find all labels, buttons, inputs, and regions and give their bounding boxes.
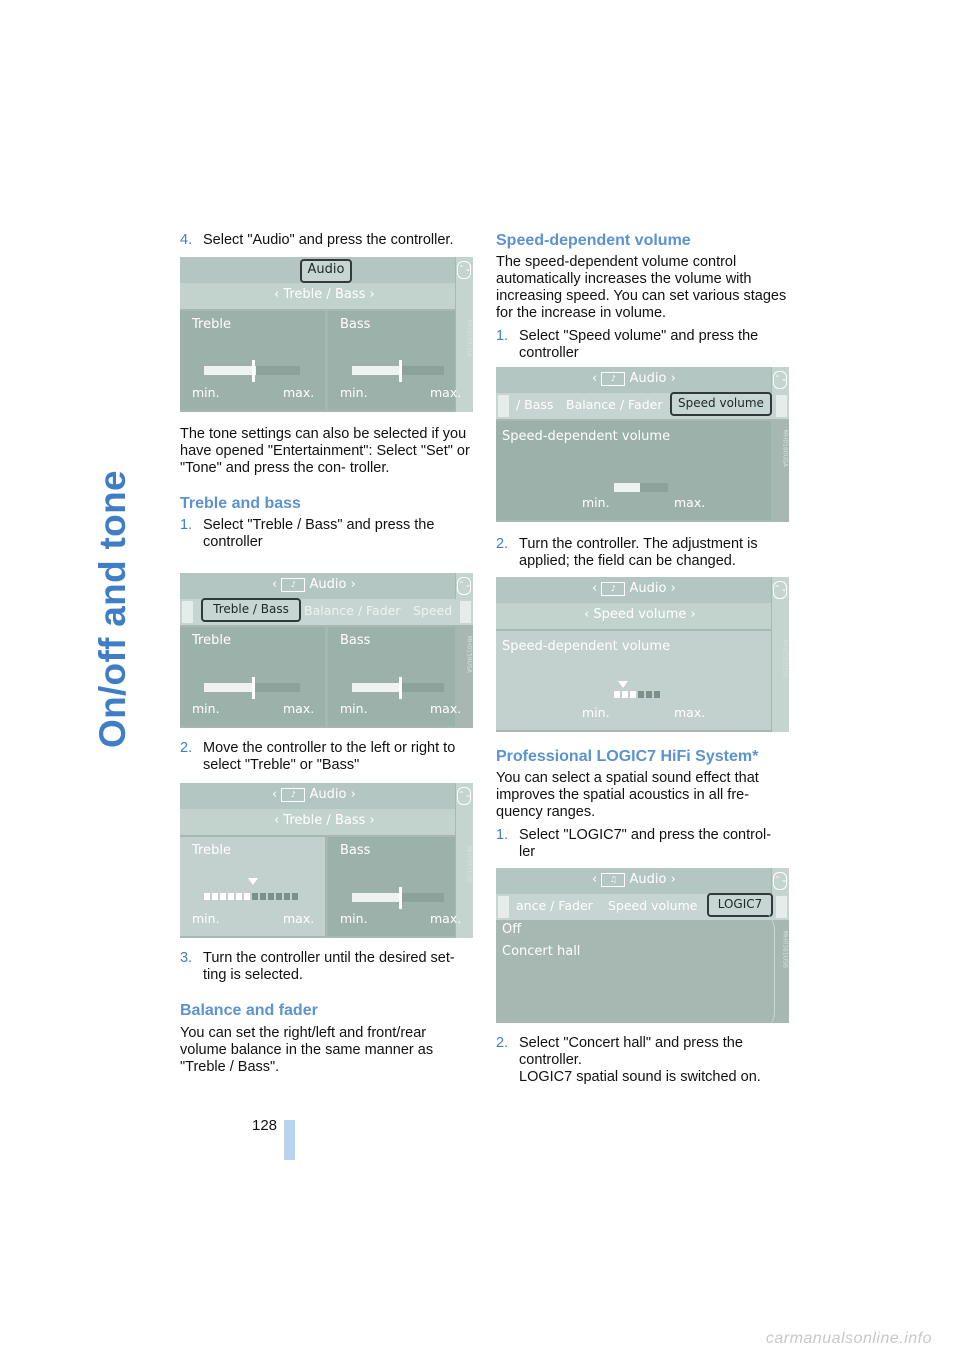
treble-marker [252, 677, 255, 699]
left-text-2 [180, 426, 476, 551]
step-1 [496, 328, 790, 362]
logic7-paragraph: You can select a spatial sound effect that improves the spatial acoustics in all fre- quency ranges. [496, 770, 759, 820]
min-label: min. [192, 911, 220, 926]
max-label: max. [674, 705, 706, 720]
image-code: MH0561USB [465, 845, 472, 883]
step-number: 1. [496, 827, 509, 843]
step-text: Select "Concert hall" and press the controller. [519, 1035, 743, 1068]
side-title-text: On/off and tone [92, 470, 133, 748]
min-label: min. [340, 385, 368, 400]
left-column [180, 232, 476, 249]
step-number: 3. [180, 950, 193, 966]
step-number: 4. [180, 232, 193, 248]
screen-speed-volume-tabs [496, 367, 789, 522]
subtitle-text: Speed volume [593, 607, 687, 622]
step-text: Turn the controller. The adjustment is applied; the field can be changed. [519, 536, 758, 569]
heading-logic7: Professional LOGIC7 HiFi System* [496, 748, 759, 765]
menu-item-concert-hall[interactable]: Concert hall [502, 944, 581, 959]
screen-treble-selected [180, 783, 473, 938]
step-2 [496, 536, 790, 570]
heading-treble-bass: Treble and bass [180, 495, 301, 512]
subtitle[interactable]: ‹ Treble / Bass › [274, 813, 375, 828]
image-code: MH0159USA [465, 635, 472, 673]
title-text: Audio [629, 581, 667, 596]
max-label: max. [283, 385, 315, 400]
tab-left-arrow[interactable] [182, 601, 193, 623]
bass-slider[interactable] [352, 893, 444, 902]
audio-title-selected[interactable]: Audio [300, 259, 352, 283]
step-text: Select "Treble / Bass" and press the controller [203, 517, 435, 550]
scroll-icon: ⌃⌄ [457, 787, 471, 805]
subtitle[interactable]: ‹ Treble / Bass › [274, 287, 375, 302]
slider-segment [276, 893, 282, 900]
slider-segment [638, 691, 644, 698]
tab-right-arrow[interactable] [776, 896, 787, 918]
title-text: Audio [629, 872, 667, 887]
min-label: min. [192, 385, 220, 400]
slider-segment [204, 893, 210, 900]
step-text: Select "Audio" and press the controller. [203, 232, 454, 248]
treble-marker [252, 360, 255, 382]
step-2 [180, 740, 476, 774]
slider-segment [284, 893, 290, 900]
slider-segment [614, 691, 620, 698]
scroll-icon: ⌃⌄ [773, 581, 787, 599]
scroll-icon: ⌃⌄ [773, 371, 787, 389]
title-text: Audio [309, 577, 347, 592]
treble-label: Treble [192, 317, 231, 332]
slider-segment [630, 691, 636, 698]
slider-segment [228, 893, 234, 900]
speed-pointer-icon [618, 681, 628, 688]
speed-volume-label: Speed-dependent volume [502, 639, 671, 654]
step-text: Turn the controller until the desired set- ting is selected. [203, 950, 455, 983]
bass-marker [399, 677, 402, 699]
tab-left-arrow[interactable] [498, 896, 509, 918]
slider-segment [292, 893, 298, 900]
tab-balance-fader[interactable]: Balance / Fader [566, 397, 663, 412]
step-4 [180, 232, 476, 249]
audio-title[interactable]: ‹ ♪ Audio › [272, 577, 356, 592]
max-label: max. [674, 495, 706, 510]
min-label: min. [582, 705, 610, 720]
scroll-icon: ⌃⌄ [457, 577, 471, 595]
slider-segment [212, 893, 218, 900]
subtitle-text: Treble / Bass [283, 287, 366, 302]
scroll-icon: ⌃⌄ [457, 261, 471, 279]
speed-volume-level[interactable] [614, 483, 668, 492]
max-label: max. [283, 911, 315, 926]
bass-label: Bass [340, 843, 371, 858]
scroll-icon: ⌃⌄ [773, 872, 787, 890]
step-text: Select "LOGIC7" and press the control- ler [519, 827, 772, 860]
bass-slider[interactable] [352, 683, 444, 692]
heading-speed-volume: Speed-dependent volume [496, 232, 691, 249]
left-text-4 [180, 950, 476, 1076]
slider-segment [268, 893, 274, 900]
tab-treble-bass-selected[interactable]: Treble / Bass [201, 598, 301, 622]
max-label: max. [430, 911, 462, 926]
page-marker-bar [284, 1120, 295, 1160]
treble-label: Treble [192, 843, 231, 858]
min-label: min. [192, 701, 220, 716]
menu-item-off[interactable]: Off [502, 922, 522, 937]
slider-segment [236, 893, 242, 900]
screen-audio-tabs [180, 573, 473, 728]
step-1 [180, 517, 476, 551]
max-label: max. [430, 385, 462, 400]
tab-left-arrow[interactable] [498, 395, 509, 417]
bass-marker [399, 360, 402, 382]
audio-title[interactable]: ‹ ♫ Audio › [592, 872, 676, 887]
min-label: min. [340, 911, 368, 926]
image-code: MH0161USB [781, 930, 788, 968]
step-text: Select "Speed volume" and press the controller [519, 328, 759, 361]
slider-segment [260, 893, 266, 900]
audio-icon: ♪ [281, 788, 305, 802]
tab-speed-volume[interactable]: Speed volume [608, 898, 698, 913]
scroll-curve [750, 906, 775, 1023]
image-code: MH0158USA [465, 319, 472, 357]
step-text: Move the controller to the left or right to select "Treble" or "Bass" [203, 740, 456, 773]
speed-volume-label: Speed-dependent volume [502, 429, 671, 444]
tone-paragraph: The tone settings can also be selected if you have opened "Entertainment": Select "Set" or "Tone" and press the con- troller. [180, 426, 470, 476]
step-number: 2. [180, 740, 193, 756]
side-title [92, 228, 152, 748]
treble-pointer-icon [248, 878, 258, 885]
tab-balance-fader[interactable]: Balance / Fader [304, 603, 401, 618]
tab-bass[interactable]: / Bass [516, 397, 554, 412]
balance-paragraph: You can set the right/left and front/rear volume balance in the same manner as "Treble / Bass". [180, 1025, 434, 1075]
audio-title[interactable]: ‹ ♪ Audio › [272, 787, 356, 802]
footer-watermark: carmanualsonline.info [765, 1330, 932, 1347]
audio-title[interactable]: ‹ ♪ Audio › [592, 581, 676, 596]
screen-audio-treble-bass [180, 257, 473, 412]
slider-segment [244, 893, 250, 900]
tab-speed[interactable]: Speed [413, 603, 453, 618]
step-number: 2. [496, 1035, 509, 1051]
step-1 [496, 827, 790, 861]
treble-label: Treble [192, 633, 231, 648]
screen-speed-volume-adjust [496, 577, 789, 732]
speed-paragraph: The speed-dependent volume control automatically increases the volume with increasing speed. You can set various stages for the increase in volume. [496, 254, 787, 321]
subtitle[interactable]: ‹ Speed volume › [584, 607, 696, 622]
bass-marker [399, 887, 402, 909]
step-number: 1. [496, 328, 509, 344]
audio-icon: ♪ [601, 372, 625, 386]
max-label: max. [430, 701, 462, 716]
right-text-3 [496, 748, 790, 861]
step-number: 2. [496, 536, 509, 552]
audio-icon: ♪ [281, 578, 305, 592]
tab-balance-fader[interactable]: ance / Fader [516, 898, 593, 913]
slider-segment [654, 691, 660, 698]
bass-slider[interactable] [352, 366, 444, 375]
max-label: max. [283, 701, 315, 716]
slider-segment [220, 893, 226, 900]
heading-balance-fader: Balance and fader [180, 1002, 318, 1019]
min-label: min. [582, 495, 610, 510]
logic7-icon: ♫ [601, 873, 625, 887]
tab-right-arrow[interactable] [776, 395, 787, 417]
right-text-2 [496, 536, 790, 570]
left-text-3 [180, 740, 476, 774]
screen-logic7 [496, 868, 789, 1023]
tab-right-arrow[interactable] [460, 601, 471, 623]
subtitle-text: Treble / Bass [283, 813, 366, 828]
image-code: MH0160USA [781, 429, 788, 467]
slider-segment [252, 893, 258, 900]
step-2 [496, 1035, 790, 1086]
title-text: Audio [309, 787, 347, 802]
tab-speed-volume-selected[interactable]: Speed volume [670, 392, 772, 416]
right-text-4 [496, 1035, 790, 1086]
image-code: MH0562USB [781, 639, 788, 677]
step-number: 1. [180, 517, 193, 533]
bass-label: Bass [340, 317, 371, 332]
slider-segment [622, 691, 628, 698]
step-3 [180, 950, 476, 984]
page-number: 128 [252, 1117, 278, 1134]
slider-segment [646, 691, 652, 698]
audio-icon: ♪ [601, 582, 625, 596]
right-column [496, 232, 790, 362]
bass-label: Bass [340, 633, 371, 648]
title-text: Audio [629, 371, 667, 386]
step-text-2: LOGIC7 spatial sound is switched on. [519, 1069, 761, 1085]
tab-logic7-selected[interactable]: LOGIC7 [707, 893, 773, 917]
min-label: min. [340, 701, 368, 716]
audio-title[interactable]: ‹ ♪ Audio › [592, 371, 676, 386]
